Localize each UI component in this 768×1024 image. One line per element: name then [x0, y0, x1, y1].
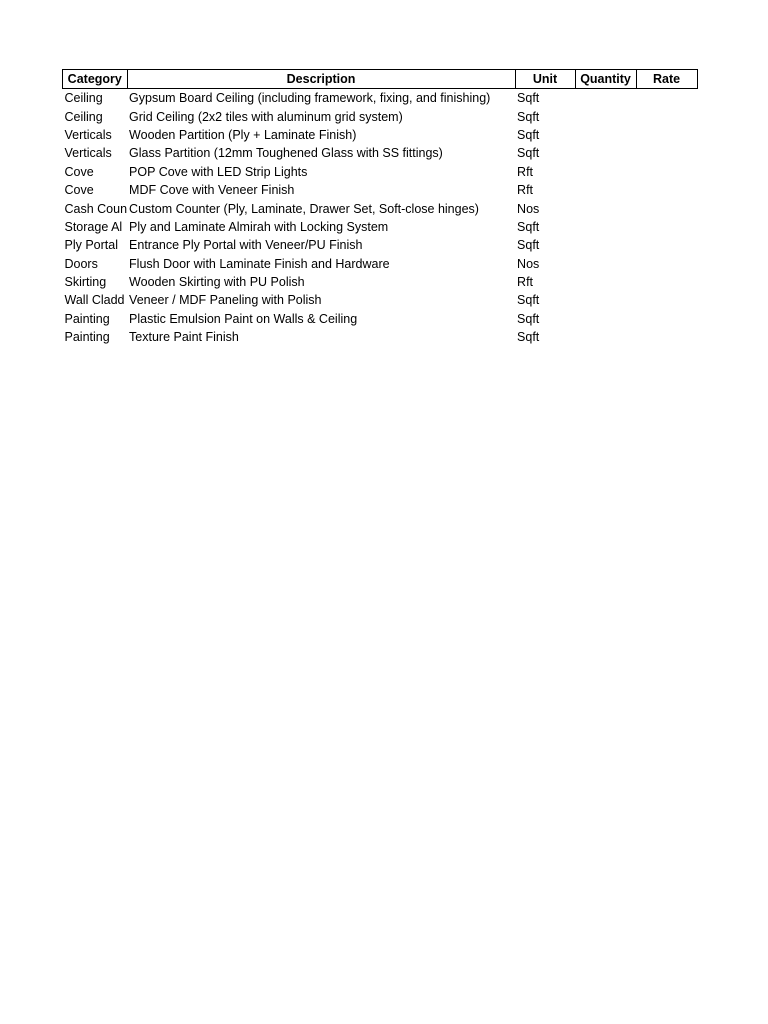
cell-description[interactable]: Custom Counter (Ply, Laminate, Drawer Set, Soft-close hinges) — [129, 201, 479, 216]
cell-category[interactable]: Cash Coun — [64, 201, 128, 216]
cell-unit[interactable]: Sqft — [517, 219, 540, 234]
cell-rate[interactable] — [636, 310, 697, 328]
cell-unit[interactable]: Sqft — [517, 91, 540, 106]
table-row — [63, 107, 698, 125]
cell-rate[interactable] — [636, 199, 697, 217]
table-row — [63, 126, 698, 144]
cell-quantity[interactable] — [575, 236, 636, 254]
cell-category[interactable]: Verticals — [64, 146, 112, 161]
cell-rate[interactable] — [636, 328, 697, 346]
cell-rate[interactable] — [636, 291, 697, 309]
cell-description[interactable]: Grid Ceiling (2x2 tiles with aluminum grid system) — [129, 109, 403, 124]
cell-description[interactable]: Gypsum Board Ceiling (including framework, fixing, and finishing) — [129, 91, 491, 106]
table-row — [63, 255, 698, 273]
table-row — [63, 181, 698, 199]
cell-rate[interactable] — [636, 255, 697, 273]
cell-category[interactable]: Painting — [64, 330, 110, 345]
cell-description[interactable]: Plastic Emulsion Paint on Walls & Ceiling — [129, 311, 358, 326]
cell-rate[interactable] — [636, 273, 697, 291]
boq-sheet — [62, 69, 698, 346]
cell-rate[interactable] — [636, 107, 697, 125]
cell-rate[interactable] — [636, 89, 697, 108]
cell-quantity[interactable] — [575, 107, 636, 125]
cell-unit[interactable]: Sqft — [517, 109, 540, 124]
cell-description[interactable]: POP Cove with LED Strip Lights — [129, 164, 308, 179]
table-row — [63, 163, 698, 181]
cell-unit[interactable]: Sqft — [517, 330, 540, 345]
cell-unit[interactable]: Sqft — [517, 146, 540, 161]
cell-quantity[interactable] — [575, 181, 636, 199]
header-category[interactable]: Category — [63, 70, 128, 89]
cell-quantity[interactable] — [575, 328, 636, 346]
cell-category[interactable]: Cove — [64, 164, 94, 179]
cell-description[interactable]: Ply and Laminate Almirah with Locking System — [129, 219, 389, 234]
cell-quantity[interactable] — [575, 310, 636, 328]
cell-quantity[interactable] — [575, 255, 636, 273]
cell-category[interactable]: Ply Portal — [64, 238, 118, 253]
cell-rate[interactable] — [636, 181, 697, 199]
cell-rate[interactable] — [636, 126, 697, 144]
cell-description[interactable]: Glass Partition (12mm Toughened Glass with SS fittings) — [129, 146, 443, 161]
header-quantity[interactable]: Quantity — [575, 70, 636, 89]
cell-description[interactable]: Wooden Partition (Ply + Laminate Finish) — [129, 127, 357, 142]
cell-category[interactable]: Ceiling — [64, 91, 103, 106]
cell-description[interactable]: Veneer / MDF Paneling with Polish — [129, 293, 322, 308]
cell-category[interactable]: Wall Cladd — [64, 293, 125, 308]
table-row — [63, 291, 698, 309]
cell-description[interactable]: Flush Door with Laminate Finish and Hardware — [129, 256, 390, 271]
table-row — [63, 310, 698, 328]
cell-quantity[interactable] — [575, 126, 636, 144]
cell-quantity[interactable] — [575, 291, 636, 309]
cell-unit[interactable]: Rft — [517, 183, 534, 198]
table-row — [63, 236, 698, 254]
cell-description[interactable]: MDF Cove with Veneer Finish — [129, 183, 295, 198]
table-row — [63, 218, 698, 236]
cell-category[interactable]: Painting — [64, 311, 110, 326]
cell-quantity[interactable] — [575, 218, 636, 236]
cell-unit[interactable]: Rft — [517, 164, 534, 179]
cell-rate[interactable] — [636, 163, 697, 181]
cell-rate[interactable] — [636, 218, 697, 236]
cell-unit[interactable]: Sqft — [517, 311, 540, 326]
header-unit[interactable]: Unit — [515, 70, 575, 89]
cell-unit[interactable]: Sqft — [517, 127, 540, 142]
cell-quantity[interactable] — [575, 199, 636, 217]
header-description[interactable]: Description — [127, 70, 515, 89]
cell-category[interactable]: Skirting — [64, 275, 107, 290]
cell-quantity[interactable] — [575, 144, 636, 162]
table-row — [63, 89, 698, 108]
cell-unit[interactable]: Nos — [517, 256, 540, 271]
header-rate[interactable]: Rate — [636, 70, 697, 89]
table-row — [63, 144, 698, 162]
table-body — [63, 89, 698, 347]
boq-table — [62, 69, 698, 346]
cell-category[interactable]: Storage Al — [64, 219, 123, 234]
cell-quantity[interactable] — [575, 163, 636, 181]
table-row — [63, 328, 698, 346]
cell-category[interactable]: Doors — [64, 256, 98, 271]
cell-category[interactable]: Cove — [64, 183, 94, 198]
cell-description[interactable]: Wooden Skirting with PU Polish — [129, 275, 305, 290]
cell-rate[interactable] — [636, 144, 697, 162]
cell-unit[interactable]: Rft — [517, 275, 534, 290]
cell-unit[interactable]: Sqft — [517, 293, 540, 308]
cell-rate[interactable] — [636, 236, 697, 254]
cell-description[interactable]: Texture Paint Finish — [129, 330, 239, 345]
cell-category[interactable]: Verticals — [64, 127, 112, 142]
cell-category[interactable]: Ceiling — [64, 109, 103, 124]
cell-description[interactable]: Entrance Ply Portal with Veneer/PU Finish — [129, 238, 363, 253]
cell-unit[interactable]: Nos — [517, 201, 540, 216]
cell-quantity[interactable] — [575, 273, 636, 291]
cell-unit[interactable]: Sqft — [517, 238, 540, 253]
table-row — [63, 199, 698, 217]
cell-quantity[interactable] — [575, 89, 636, 108]
table-row — [63, 273, 698, 291]
header-row — [63, 70, 698, 89]
